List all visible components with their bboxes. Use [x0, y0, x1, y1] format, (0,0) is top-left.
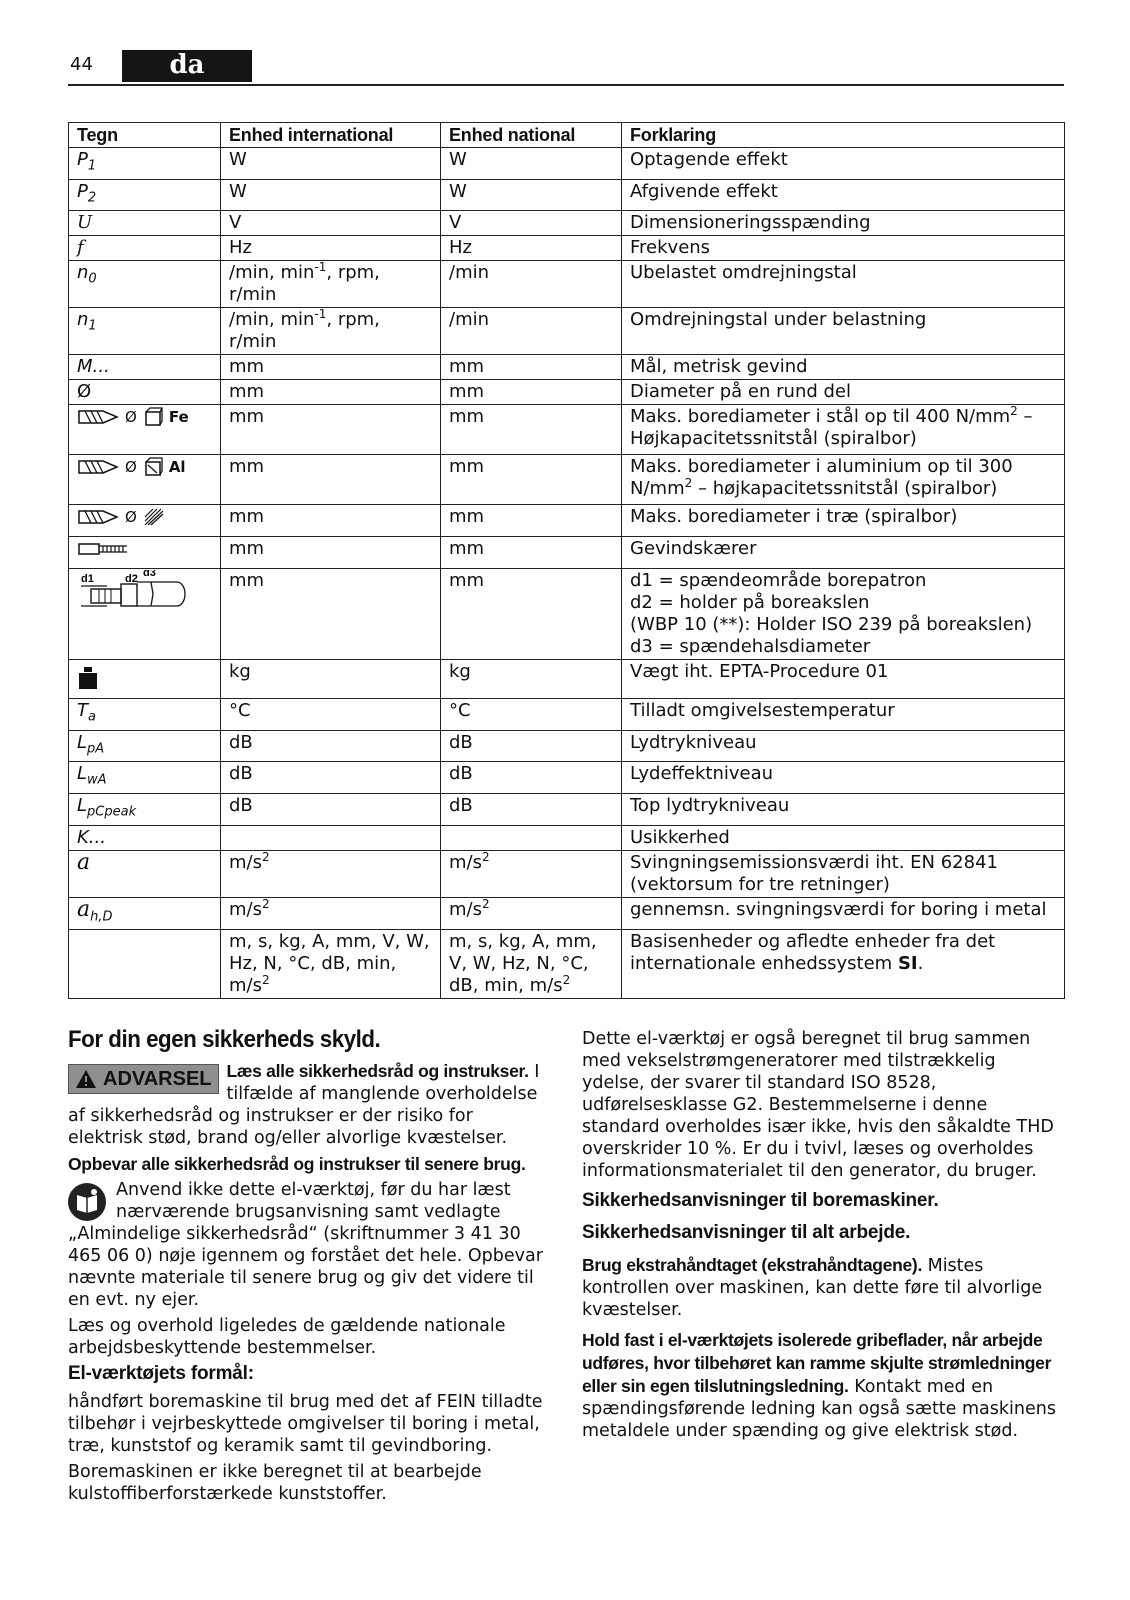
desc-cell: Optagende effekt: [622, 148, 1065, 180]
weight-icon: [77, 665, 99, 691]
natl-cell: W: [441, 148, 622, 180]
keep-instructions: Opbevar alle sikkerhedsråd og instrukser til senere brug.: [68, 1154, 526, 1174]
table-row: [69, 930, 1065, 999]
intl-cell: mm: [221, 505, 441, 537]
desc-cell: Maks. borediameter i aluminium op til 300 $N/mm^2$ – højkapacitetssnitstål (spiralbor): [622, 455, 1065, 505]
desc-cell: [622, 569, 1065, 660]
table-row: [69, 405, 1065, 455]
table-row: [69, 261, 1065, 308]
natl-cell: dB: [441, 793, 622, 825]
desc-cell: Frekvens: [622, 236, 1065, 261]
symbol-cell: $a_{h,D}$: [69, 897, 221, 930]
desc-cell: Vægt iht. EPTA-Procedure 01: [622, 660, 1065, 699]
desc-cell: Gevindskærer: [622, 537, 1065, 569]
intl-cell: /min, $\min^{-1}$, rpm, r/min: [221, 308, 441, 355]
natl-cell: mm: [441, 505, 622, 537]
d2-label: d2: [125, 573, 138, 586]
material-label: Al: [168, 458, 186, 477]
purpose-note: Boremaskinen er ikke beregnet til at bearbejde kulstoffiberforstærkede kunststoffer.: [68, 1462, 482, 1504]
natl-cell: mm: [441, 569, 622, 660]
table-row: [69, 730, 1065, 762]
natl-cell: dB: [441, 730, 622, 762]
natl-cell: mm: [441, 455, 622, 505]
desc-cell: Lydeffektniveau: [622, 762, 1065, 794]
desc-cell: Maks. borediameter i stål op til 400 $N/mm^2$ – Højkapacitetssnitstål (spiralbor): [622, 405, 1065, 455]
symbol-cell: Ø: [69, 380, 221, 405]
aluminium-block-icon: [143, 457, 163, 477]
table-row: [69, 762, 1065, 794]
page-header: [68, 50, 1064, 86]
intl-cell: $m/s^2$: [221, 897, 441, 930]
table-row: [69, 897, 1065, 930]
desc-cell: Ubelastet omdrejningstal: [622, 261, 1065, 308]
intl-cell: /min, $\min^{-1}$, rpm, r/min: [221, 261, 441, 308]
symbol-cell: [69, 569, 221, 660]
natl-cell: Hz: [441, 236, 622, 261]
natl-cell: W: [441, 179, 622, 211]
intl-cell: °C: [221, 699, 441, 731]
desc-cell: Tilladt omgivelsestemperatur: [622, 699, 1065, 731]
table-row: [69, 148, 1065, 180]
table-header-row: [69, 123, 1065, 148]
symbol-cell: a: [69, 850, 221, 897]
symbol-cell: $P_2$: [69, 179, 221, 211]
natl-cell: mm: [441, 355, 622, 380]
desc-line: d3 = spændehalsdiameter: [630, 636, 871, 658]
wood-icon: [143, 507, 165, 527]
desc-line: d2 = holder på boreakslen: [630, 592, 870, 614]
col-header: Enhed international: [221, 123, 441, 148]
intl-cell: $m/s^2$: [221, 850, 441, 897]
table-row: [69, 308, 1065, 355]
intl-cell: m, s, kg, A, mm, V, W, Hz, N, °C, dB, min, $m/s^2$: [221, 930, 441, 999]
general-safety-heading: Sikkerhedsanvisninger til alt arbejde.: [582, 1222, 911, 1243]
natl-cell: m, s, kg, A, mm, V, W, Hz, N, °C, dB, min, $m/s^2$: [441, 930, 622, 999]
col-header: Enhed national: [441, 123, 622, 148]
grip-paragraph: Hold fast i el-værktøjets isolerede gribeflader, når arbejde udføres, hvor tilbehøret kan ramme skjulte strømledninger eller sin egen tilslutningsledning. Kontakt med en spændingsførende ledning kan også sætte maskinens metaldele under spænding og give elektrisk stød.: [582, 1330, 1056, 1441]
natl-cell: $m/s^2$: [441, 850, 622, 897]
right-column: [582, 1028, 1062, 1446]
symbol-cell: [69, 930, 221, 999]
desc-cell: Basisenheder og afledte enheder fra det internationale enhedssystem SI.: [622, 930, 1065, 999]
symbol-cell: $T_a$: [69, 699, 221, 731]
intl-cell: mm: [221, 569, 441, 660]
national-rules: Læs og overhold ligeledes de gældende nationale arbejdsbeskyttende bestemmelser.: [68, 1316, 506, 1358]
symbol-cell: $n_1$: [69, 308, 221, 355]
symbol-cell: [69, 455, 221, 505]
intl-cell: W: [221, 148, 441, 180]
desc-cell: Omdrejningstal under belastning: [622, 308, 1065, 355]
intl-cell: Hz: [221, 236, 441, 261]
symbol-cell: $L_{pCpeak}$: [69, 793, 221, 825]
table-row: [69, 850, 1065, 897]
symbol-table: [68, 122, 1065, 999]
col-header: Tegn: [69, 123, 221, 148]
desc-line: d1 = spændeområde borepatron: [630, 570, 927, 592]
purpose-heading: El-værktøjets formål:: [68, 1363, 254, 1384]
desc-cell: Dimensioneringsspænding: [622, 211, 1065, 236]
language-badge: da: [122, 50, 252, 82]
left-column: [68, 1026, 552, 1509]
natl-cell: mm: [441, 405, 622, 455]
table-row: [69, 660, 1065, 699]
warning-badge: ADVARSEL: [68, 1064, 219, 1094]
handle-paragraph: Brug ekstrahåndtaget (ekstrahåndtagene). Mistes kontrollen over maskinen, kan dette føre til alvorlige kvæstelser.: [582, 1255, 1043, 1320]
table-row: [69, 355, 1065, 380]
read-manual-icon: [68, 1183, 106, 1221]
natl-cell: mm: [441, 537, 622, 569]
d1-label: d1: [81, 573, 94, 586]
table-row: [69, 569, 1065, 660]
intl-cell: mm: [221, 537, 441, 569]
desc-cell: Maks. borediameter i træ (spiralbor): [622, 505, 1065, 537]
table-row: [69, 699, 1065, 731]
drill-bit-icon: [77, 457, 119, 477]
symbol-cell: M...: [69, 355, 221, 380]
desc-cell: Mål, metrisk gevind: [622, 355, 1065, 380]
drill-safety-heading: Sikkerhedsanvisninger til boremaskiner.: [582, 1190, 939, 1211]
table-row: [69, 505, 1065, 537]
generator-paragraph: Dette el-værktøj er også beregnet til brug sammen med vekselstrømgeneratorer med tilstrækkelig ydelse, der svarer til standard ISO 8528, udførelsesklasse G2. Bestemmelserne i denne standard overholdes især ikke, hvis den såkaldte THD overskrider 10 %. Er du i tvivl, læses og overholdes informationsmaterialet til den generator, du bruger.: [582, 1029, 1054, 1181]
intl-cell: V: [221, 211, 441, 236]
desc-cell: Diameter på en rund del: [622, 380, 1065, 405]
intl-cell: [221, 825, 441, 850]
intl-cell: mm: [221, 455, 441, 505]
natl-cell: /min: [441, 308, 622, 355]
tap-icon: [77, 538, 129, 560]
intl-cell: dB: [221, 762, 441, 794]
table-row: [69, 380, 1065, 405]
diameter-symbol: Ø: [125, 458, 137, 477]
symbol-cell: K...: [69, 825, 221, 850]
table-row: [69, 236, 1065, 261]
desc-cell: Top lydtrykniveau: [622, 793, 1065, 825]
symbol-cell: f: [69, 236, 221, 261]
section-title: For din egen sikkerheds skyld.: [68, 1026, 381, 1053]
symbol-cell: [69, 505, 221, 537]
natl-cell: /min: [441, 261, 622, 308]
chuck-dimensions-icon: [77, 570, 187, 616]
desc-cell: Usikkerhed: [622, 825, 1065, 850]
material-label: Fe: [168, 408, 189, 427]
table-row: [69, 455, 1065, 505]
intl-cell: mm: [221, 355, 441, 380]
table-row: [69, 211, 1065, 236]
natl-cell: dB: [441, 762, 622, 794]
natl-cell: kg: [441, 660, 622, 699]
natl-cell: $m/s^2$: [441, 897, 622, 930]
symbol-cell: $L_{pA}$: [69, 730, 221, 762]
table-row: [69, 793, 1065, 825]
symbol-cell: $L_{wA}$: [69, 762, 221, 794]
desc-cell: gennemsn. svingningsværdi for boring i metal: [622, 897, 1065, 930]
drill-bit-icon: [77, 507, 119, 527]
desc-cell: Afgivende effekt: [622, 179, 1065, 211]
desc-cell: Svingningsemissionsværdi iht. EN 62841 (vektorsum for tre retninger): [622, 850, 1065, 897]
table-row: [69, 179, 1065, 211]
intl-cell: W: [221, 179, 441, 211]
drill-bit-icon: [77, 407, 119, 427]
intl-cell: mm: [221, 405, 441, 455]
intl-cell: mm: [221, 380, 441, 405]
intl-cell: dB: [221, 730, 441, 762]
warning-triangle-icon: [75, 1069, 97, 1089]
steel-block-icon: [143, 407, 163, 427]
symbol-cell: $n_0$: [69, 261, 221, 308]
d3-label: d3: [143, 570, 156, 580]
table-row: [69, 537, 1065, 569]
natl-cell: mm: [441, 380, 622, 405]
intl-cell: kg: [221, 660, 441, 699]
intl-cell: dB: [221, 793, 441, 825]
symbol-cell: [69, 537, 221, 569]
desc-line: (WBP 10 (**): Holder ISO 239 på boreakslen): [630, 614, 1033, 636]
table-row: [69, 825, 1065, 850]
natl-cell: V: [441, 211, 622, 236]
desc-cell: Lydtrykniveau: [622, 730, 1065, 762]
page-number: 44: [70, 54, 93, 75]
manual-paragraph: Anvend ikke dette el-værktøj, før du har læst nærværende brugsanvisning samt vedlagte „Almindelige sikkerhedsråd“ (skriftnummer 3 41 30 465 06 0) nøje igennem og forstået det hele. Opbevar nævnte materiale til senere brug og giv det videre til en evt. ny ejer.: [68, 1180, 543, 1310]
symbol-cell: $P_1$: [69, 148, 221, 180]
col-header: Forklaring: [622, 123, 1065, 148]
warning-paragraph: ADVARSEL Læs alle sikkerhedsråd og instrukser. I tilfælde af manglende overholdelse af sikkerhedsråd og instrukser er der risiko for elektrisk stød, brand og/eller alvorlige kvæstelser.: [68, 1061, 540, 1148]
purpose-text: håndført boremaskine til brug med det af FEIN tilladte tilbehør i vejrbeskyttede omgivelser til boring i metal, træ, kunststof og keramik samt til gevindboring.: [68, 1392, 543, 1456]
symbol-cell: U: [69, 211, 221, 236]
diameter-symbol: Ø: [125, 408, 137, 427]
symbol-cell: [69, 405, 221, 455]
diameter-symbol: Ø: [125, 508, 137, 527]
natl-cell: [441, 825, 622, 850]
natl-cell: °C: [441, 699, 622, 731]
symbol-cell: [69, 660, 221, 699]
